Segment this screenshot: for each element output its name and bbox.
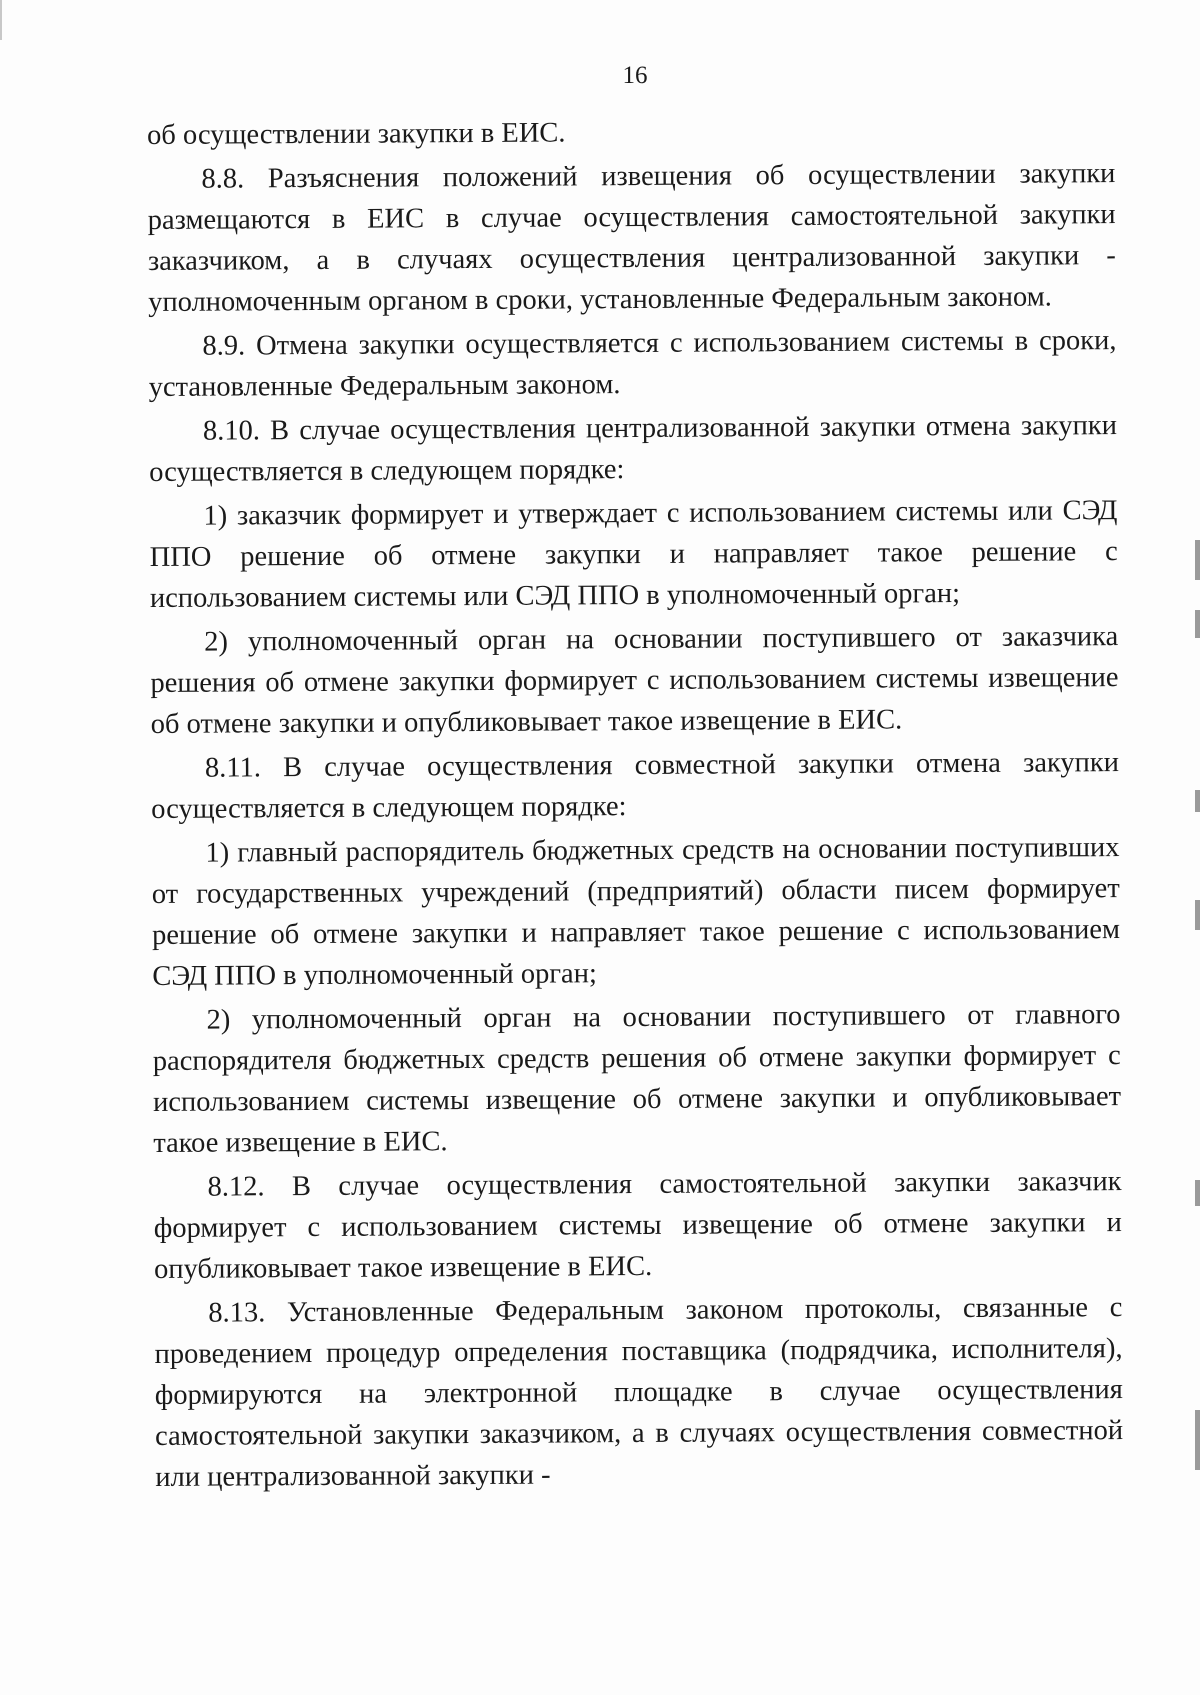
paragraph-continuation: об осуществлении закупки в ЕИС. [147, 117, 566, 151]
paragraph-8-9: 8.9. Отмена закупки осуществляется с использованием системы в сроки, установленные Федеральным законом. [148, 325, 1117, 403]
scan-right-edge [1194, 0, 1200, 1695]
paragraph-8-10-item-2: 2) уполномоченный орган на основании поступившего от заказчика решения об отмене закупки формирует с использованием системы извещение об отмене закупки и опубликовывает такое извещение в ЕИС. [150, 621, 1119, 740]
paragraph-8-13: 8.13. Установленные Федеральным законом протоколы, связанные с проведением процедур определения поставщика (подрядчика, исполнителя), формируются на электронной площадке в случае осуществления самостоятельной закупки заказчиком, а в случаях осуществления совместной или централизованной закупки - [154, 1292, 1124, 1493]
scan-artifact [1195, 900, 1200, 930]
scan-artifact [1195, 790, 1200, 812]
paragraph-8-11-item-2: 2) уполномоченный орган на основании поступившего от главного распорядителя бюджетных средств решения об отмене закупки формирует с использованием системы извещение об отмене закупки и опубликовывает такое извещение в ЕИС. [152, 999, 1122, 1159]
scan-artifact [1195, 1180, 1200, 1206]
scan-artifact [1195, 610, 1200, 638]
paragraph-8-10: 8.10. В случае осуществления централизованной закупки отмена закупки осуществляется в следующем порядке: [149, 410, 1118, 488]
paragraph-8-11-item-1: 1) главный распорядитель бюджетных средств на основании поступивших от государственных учреждений (предприятий) области писем формирует решение об отмене закупки и направляет такое решение с использованием СЭД ППО в уполномоченный орган; [151, 832, 1121, 992]
scan-artifact [1195, 540, 1200, 580]
document-body [147, 109, 1123, 1501]
paragraph-8-11: 8.11. В случае осуществления совместной закупки отмена закупки осуществляется в следующем порядке: [151, 747, 1120, 825]
scan-edge-mark [0, 0, 2, 40]
page-number: 16 [622, 62, 648, 89]
paragraph-8-8: 8.8. Разъяснения положений извещения об осуществлении закупки размещаются в ЕИС в случае осуществления самостоятельной закупки заказчиком, а в случаях осуществления централизованной закупки - уполномоченным органом в сроки, установленные Федеральным законом. [147, 158, 1116, 318]
paragraph-8-12: 8.12. В случае осуществления самостоятельной закупки заказчик формирует с использованием системы извещение об отмене закупки и опубликовывает такое извещение в ЕИС. [153, 1166, 1122, 1285]
scan-artifact [1195, 1410, 1200, 1470]
paragraph-8-10-item-1: 1) заказчик формирует и утверждает с использованием системы или СЭД ППО решение об отмене закупки и направляет такое решение с использованием системы или СЭД ППО в уполномоченный орган; [149, 495, 1118, 614]
